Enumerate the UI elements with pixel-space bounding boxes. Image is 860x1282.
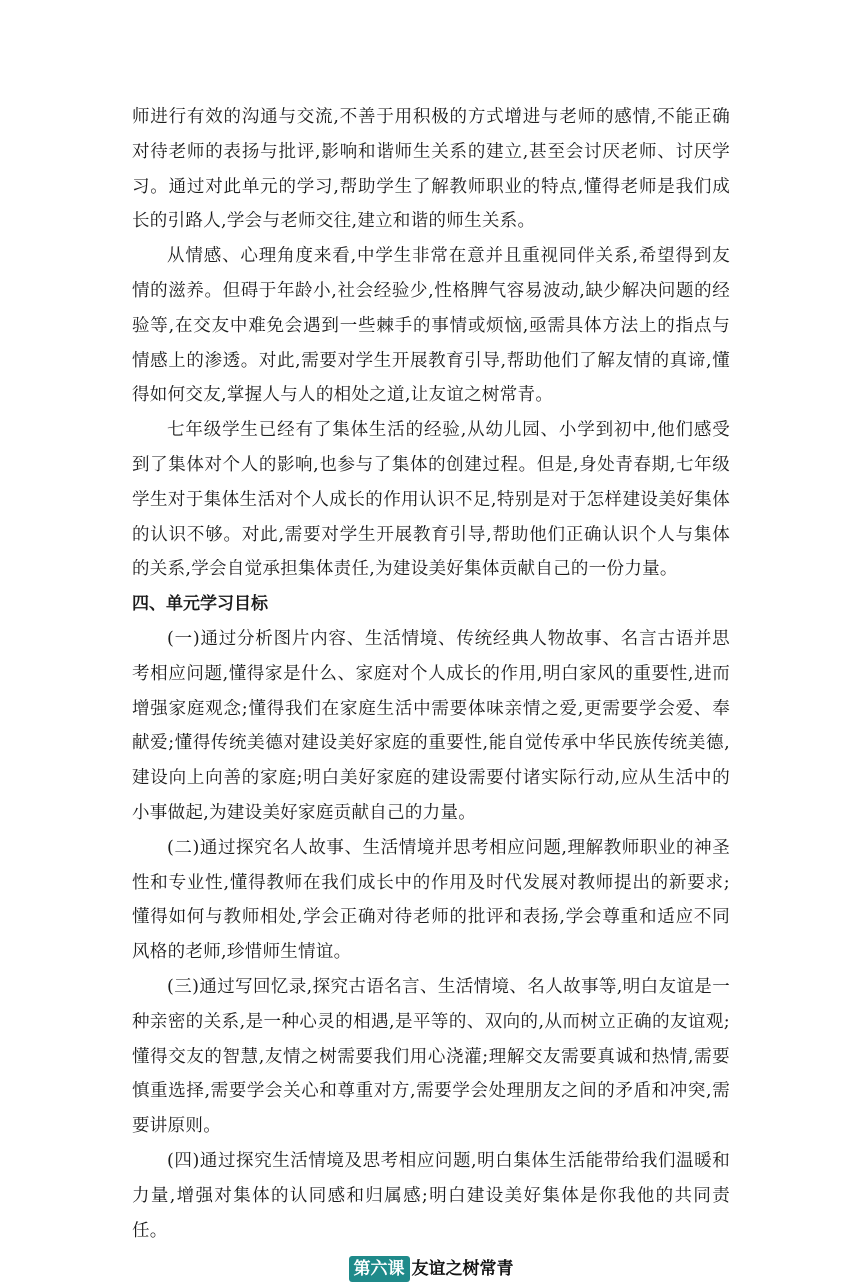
section-heading-learning-goals: 四、单元学习目标 bbox=[132, 594, 268, 615]
paragraph-collective-life: 七年级学生已经有了集体生活的经验,从幼儿园、小学到初中,他们感受到了集体对个人的影响,也参与了集体的创建过程。但是,身处青春期,七年级学生对于集体生活对个人成长的作用认识不足,特别是对于怎样建设美好集体的认识不够。对此,需要对学生开展教育引导,帮助他们正确认识个人与集体的关系,学会自觉承担集体责任,为建设美好集体贡献自己的一份力量。 bbox=[132, 420, 730, 580]
lesson-title: 友谊之树常青 bbox=[411, 1259, 514, 1280]
paragraph-friendship-need: 从情感、心理角度来看,中学生非常在意并且重视同伴关系,希望得到友情的滋养。但碍于年龄小,社会经验少,性格脾气容易波动,缺少解决问题的经验等,在交友中难免会遇到一些棘手的事情或烦恼,亟需具体方法上的指点与情感上的渗透。对此,需要对学生开展教育引导,帮助他们了解友情的真谛,懂得如何交友,掌握人与人的相处之道,让友谊之树常青。 bbox=[132, 246, 730, 406]
lesson-title-block bbox=[132, 1256, 730, 1282]
goal-item-1: (一)通过分析图片内容、生活情境、传统经典人物故事、名言古语并思考相应问题,懂得家是什么、家庭对个人成长的作用,明白家风的重要性,进而增强家庭观念;懂得我们在家庭生活中需要体味亲情之爱,更需要学会爱、奉献爱;懂得传统美德对建设美好家庭的重要性,能自觉传承中华民族传统美德,建设向上向善的家庭;明白美好家庭的建设需要付诸实际行动,应从生活中的小事做起,为建设美好家庭贡献自己的力量。 bbox=[132, 628, 730, 823]
document-page bbox=[132, 100, 730, 1282]
lesson-number-badge: 第六课 bbox=[349, 1256, 410, 1282]
goal-item-4: (四)通过探究生活情境及思考相应问题,明白集体生活能带给我们温暖和力量,增强对集体的认同感和归属感;明白建设美好集体是你我他的共同责任。 bbox=[132, 1150, 730, 1241]
goal-item-3: (三)通过写回忆录,探究古语名言、生活情境、名人故事等,明白友谊是一种亲密的关系,是一种心灵的相遇,是平等的、双向的,从而树立正确的友谊观;懂得交友的智慧,友情之树需要我们用心浇灌;理解交友需要真诚和热情,需要慎重选择,需要学会关心和尊重对方,需要学会处理朋友之间的矛盾和冲突,需要讲原则。 bbox=[132, 976, 730, 1137]
paragraph-teacher-relations: 师进行有效的沟通与交流,不善于用积极的方式增进与老师的感情,不能正确对待老师的表扬与批评,影响和谐师生关系的建立,甚至会讨厌老师、讨厌学习。通过对此单元的学习,帮助学生了解教师职业的特点,懂得老师是我们成长的引路人,学会与老师交往,建立和谐的师生关系。 bbox=[132, 107, 730, 232]
goal-item-2: (二)通过探究名人故事、生活情境并思考相应问题,理解教师职业的神圣性和专业性,懂得教师在我们成长中的作用及时代发展对教师提出的新要求;懂得如何与教师相处,学会正确对待老师的批评和表扬,学会尊重和适应不同风格的老师,珍惜师生情谊。 bbox=[132, 837, 730, 963]
